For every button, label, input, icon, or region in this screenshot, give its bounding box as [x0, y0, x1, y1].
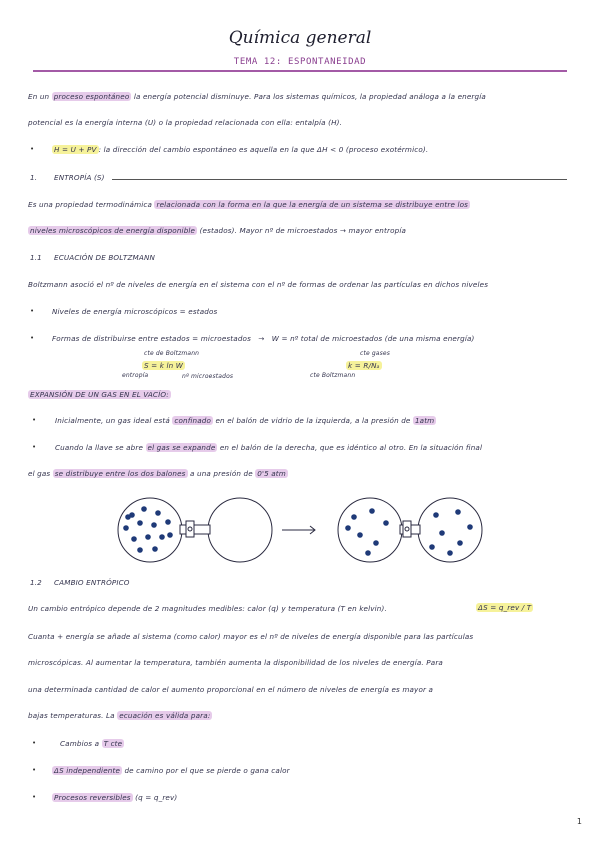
section-11-number: 1.1	[30, 253, 42, 262]
bullet: •	[30, 145, 35, 153]
cambio-line-4: una determinada cantidad de calor el aumento proporcional en el número de niveles de energía es mayor a	[28, 685, 434, 694]
cambio-line-2: Cuanta + energía se añade al sistema (como calor) mayor es el nº de niveles de energía disponible para las partículas	[28, 632, 474, 641]
enthalpy-line: H = U + PV : la dirección del cambio espontáneo es aquella en la que ΔH < 0 (proceso exotérmico).	[54, 145, 429, 154]
bullet: •	[32, 443, 37, 451]
condition-2: ΔS independiente de camino por el que se pierde o gana calor	[54, 766, 290, 775]
section-1-rule	[112, 179, 567, 180]
section-1-number: 1.	[30, 173, 38, 182]
bullet: •	[32, 793, 37, 801]
entropy-def-line-2: niveles microscópicos de energía disponible (estados). Mayor nº de microestados → mayor entropía	[30, 226, 407, 235]
k-equation: k = R/Nₐ	[348, 361, 380, 370]
bullet: •	[32, 416, 37, 424]
condition-3: Procesos reversibles (q = q_rev)	[54, 793, 178, 802]
expansion-bullet-2: Cuando la llave se abre el gas se expande en el balón de la derecha, que es idéntico al otro. En la situación final	[55, 443, 483, 452]
cambio-line-5: bajas temperaturas. La ecuación es válida para:	[28, 711, 211, 720]
label-microestados: nº microestados	[182, 373, 234, 380]
section-1-title: ENTROPÍA (S)	[54, 173, 105, 182]
section-12-title: CAMBIO ENTRÓPICO	[54, 578, 130, 587]
entropy-change-formula: ΔS = q_rev / T	[478, 603, 532, 612]
section-11-title: ECUACIÓN DE BOLTZMANN	[54, 253, 155, 262]
bullet: •	[30, 307, 35, 315]
final-state	[338, 498, 482, 562]
intro-line-2: potencial es la energía interna (U) o la propiedad relacionada con ella: entalpía (H).	[28, 118, 343, 127]
gas-particles-initial	[123, 506, 173, 553]
boltzmann-intro: Boltzmann asoció el nº de niveles de energía en el sistema con el nº de formas de ordenar las partículas en dichos niveles	[28, 280, 489, 289]
expansion-bullet-1: Inicialmente, un gas ideal está confinado en el balón de vidrio de la izquierda, a la presión de 1atm	[55, 416, 435, 425]
bullet: •	[32, 766, 37, 774]
boltzmann-bullet-1: Niveles de energía microscópicos = estados	[52, 307, 218, 316]
cambio-line-3: microscópicas. Al aumentar la temperatura, también aumenta la disponibilidad de los niveles de energía. Para	[28, 658, 443, 667]
page-number: 1	[576, 817, 582, 826]
section-12-number: 1.2	[30, 578, 42, 587]
label-cte-boltzmann: cte de Boltzmann	[144, 350, 200, 357]
title-divider	[33, 70, 567, 72]
expansion-line-3: el gas se distribuye entre los dos balones a una presión de 0'5 atm	[28, 469, 286, 478]
gas-expansion-diagram	[110, 495, 490, 565]
bullet: •	[32, 739, 37, 747]
label-cte-gases: cte gases	[360, 350, 391, 357]
condition-1: Cambios a T cte	[60, 739, 123, 748]
boltzmann-equation: S = k ln W	[144, 361, 184, 370]
connector-tube	[180, 525, 210, 534]
label-entropia: entropía	[122, 372, 149, 379]
right-bulb-initial	[208, 498, 272, 562]
cambio-line-1: Un cambio entrópico depende de 2 magnitudes medibles: calor (q) y temperatura (T en kelvin).	[28, 604, 387, 613]
entropy-def-line-1: Es una propiedad termodinámica relacionada con la forma en la que la energía de un sistema se distribuye entre los	[28, 200, 469, 209]
arrow	[282, 526, 315, 534]
page-subtitle: TEMA 12: ESPONTANEIDAD	[233, 57, 367, 67]
expansion-heading: EXPANSIÓN DE UN GAS EN EL VACÍO:	[30, 390, 169, 399]
intro-line-1: En un proceso espontáneo la energía potencial disminuye. Para los sistemas químicos, la propiedad análoga a la energía	[28, 92, 486, 101]
bullet: •	[30, 334, 35, 342]
stopcock-valve	[186, 521, 194, 537]
label-cte-boltzmann-2: cte Boltzmann	[310, 372, 356, 379]
page-title: Química general	[228, 28, 372, 48]
boltzmann-bullet-2: Formas de distribuirse entre estados = microestados → W = nº total de microestados (de una misma energía)	[52, 334, 475, 343]
